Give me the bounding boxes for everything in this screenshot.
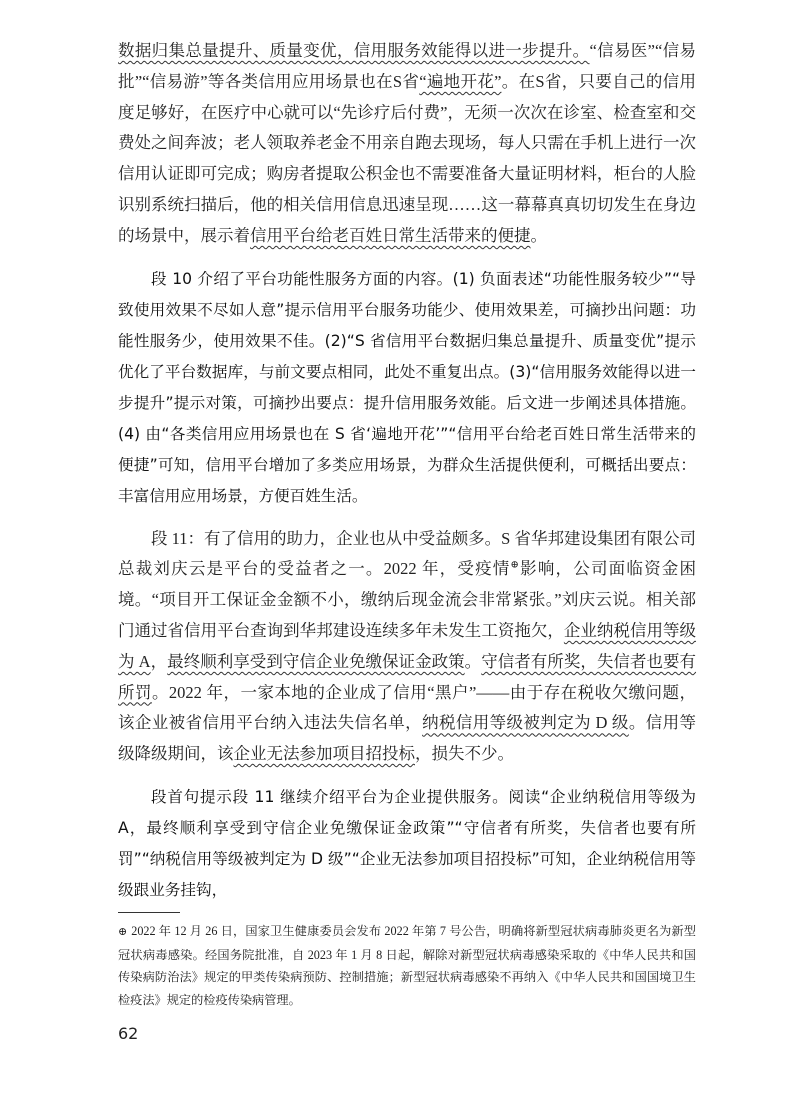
text-run: 。在S省，只要自己的信用度足够好，在医疗中心就可以“先诊疗后付费”，无须一次次在诊室、检查室和交费处之间奔波；老人领取养老金不用亲自跑去现场，每人只需在手机上进行一次信用认证即可完成；购房者提取公积金也不需要准备大量证明材料，柜台的人脸识别系统扫描后，他的相关信用信息迅速呈现……这一幕幕真真切切发生在身边的场景中，展示着	[118, 71, 696, 245]
footnote-reference[interactable]: ⊕	[510, 559, 519, 571]
underlined-phrase: “遍地开花”	[419, 71, 502, 91]
paragraph-10-continuation	[118, 36, 696, 252]
page-number: 62	[118, 1024, 139, 1043]
text-run: 影响，公司面临资金困境。“项目开工保证金金额不小，缴纳后现金流会非常紧张。”刘庆云说。相关部门通过省信用平台查询到华邦建设连续多年未发生工资拖欠，	[118, 559, 697, 640]
underlined-phrase: 企业纳税信用等级为 A	[118, 620, 697, 671]
text-run: ，损失不少。	[415, 744, 514, 764]
footnote-text: 2022 年 12 月 26 日，国家卫生健康委员会发布 2022 年第 7 号公告，明确将新型冠状病毒肺炎更名为新型冠状病毒感染。经国务院批准，自 2023 年 1 月 8 日起，解除对新型冠状病毒感染采取的《中华人民共和国传染病防治法》规定的甲类传染病预防、控制措施；新型冠状病毒感染不再纳入《中华人民共和国国境卫生检疫法》规定的检疫传染病管理。	[118, 924, 696, 1007]
text-run: 。2022 年，一家本地的企业成了信用“黑户”——由于存在税收欠缴问题，该企业被省信用平台纳入违法失信名单，	[118, 682, 696, 733]
analysis-paragraph-11: 段首句提示段 11 继续介绍平台为企业提供服务。阅读“企业纳税信用等级为 A，最终顺利享受到守信企业免缴保证金政策”“守信者有所奖，失信者也要有所罚”“纳税信用等级被判定为 D 级”“企业无法参加项目招投标”可知，企业纳税信用等级跟业务挂钩，	[118, 787, 696, 899]
text-run: 。信用等级降级期间，该	[118, 713, 697, 764]
analysis-paragraph-10: 段 10 介绍了平台功能性服务方面的内容。(1) 负面表述“功能性服务较少”“导致使用效果不尽如人意”提示信用平台服务功能少、使用效果差，可摘抄出问题：功能性服务少，使用效果不佳。(2)“S 省信用平台数据归集总量提升、质量变优”提示优化了平台数据库，与前文要点相同，此处不重复出点。(3)“信用服务效能得以进一步提升”提示对策，可摘抄出要点：提升信用服务效能。后文进一步阐述具体措施。(4) 由“各类信用应用场景也在 S 省‘遍地开花’”“信用平台给老百姓日常生活带来的便捷”可知，信用平台增加了多类应用场景，为群众生活提供便利，可概括出要点：丰富信用应用场景，方便百姓生活。	[118, 269, 696, 505]
footnote-mark: ⊕	[118, 926, 128, 938]
paragraph-11	[118, 524, 696, 770]
underlined-phrase: 守信者有所奖，失信者也要有所罚	[118, 651, 697, 702]
text-run: 段 11：有了信用的助力，企业也从中受益颇多。S 省华邦建设集团有限公司总裁刘庆云是平台的受益者之一。2022 年，受疫情	[118, 528, 696, 579]
footnote-divider	[118, 912, 180, 913]
text-run: 。	[530, 225, 547, 245]
text-run: 。	[464, 651, 482, 671]
underlined-phrase: 数据归集总量提升、质量变优，信用服务效能得以进一步提升。	[118, 41, 590, 60]
underlined-phrase: 企业无法参加项目招投标	[233, 744, 415, 764]
underlined-phrase: 最终顺利享受到守信企业免缴保证金政策	[167, 651, 465, 671]
page-body	[118, 36, 696, 906]
footnote	[118, 920, 696, 1011]
underlined-phrase: 信用平台给老百姓日常生活带来的便捷	[250, 225, 531, 245]
text-run: “信易医”“信易批”“信易游”等各类信用应用场景也在S省	[118, 41, 696, 91]
text-run: ，	[150, 651, 168, 671]
underlined-phrase: 纳税信用等级被判定为 D 级	[422, 713, 629, 733]
